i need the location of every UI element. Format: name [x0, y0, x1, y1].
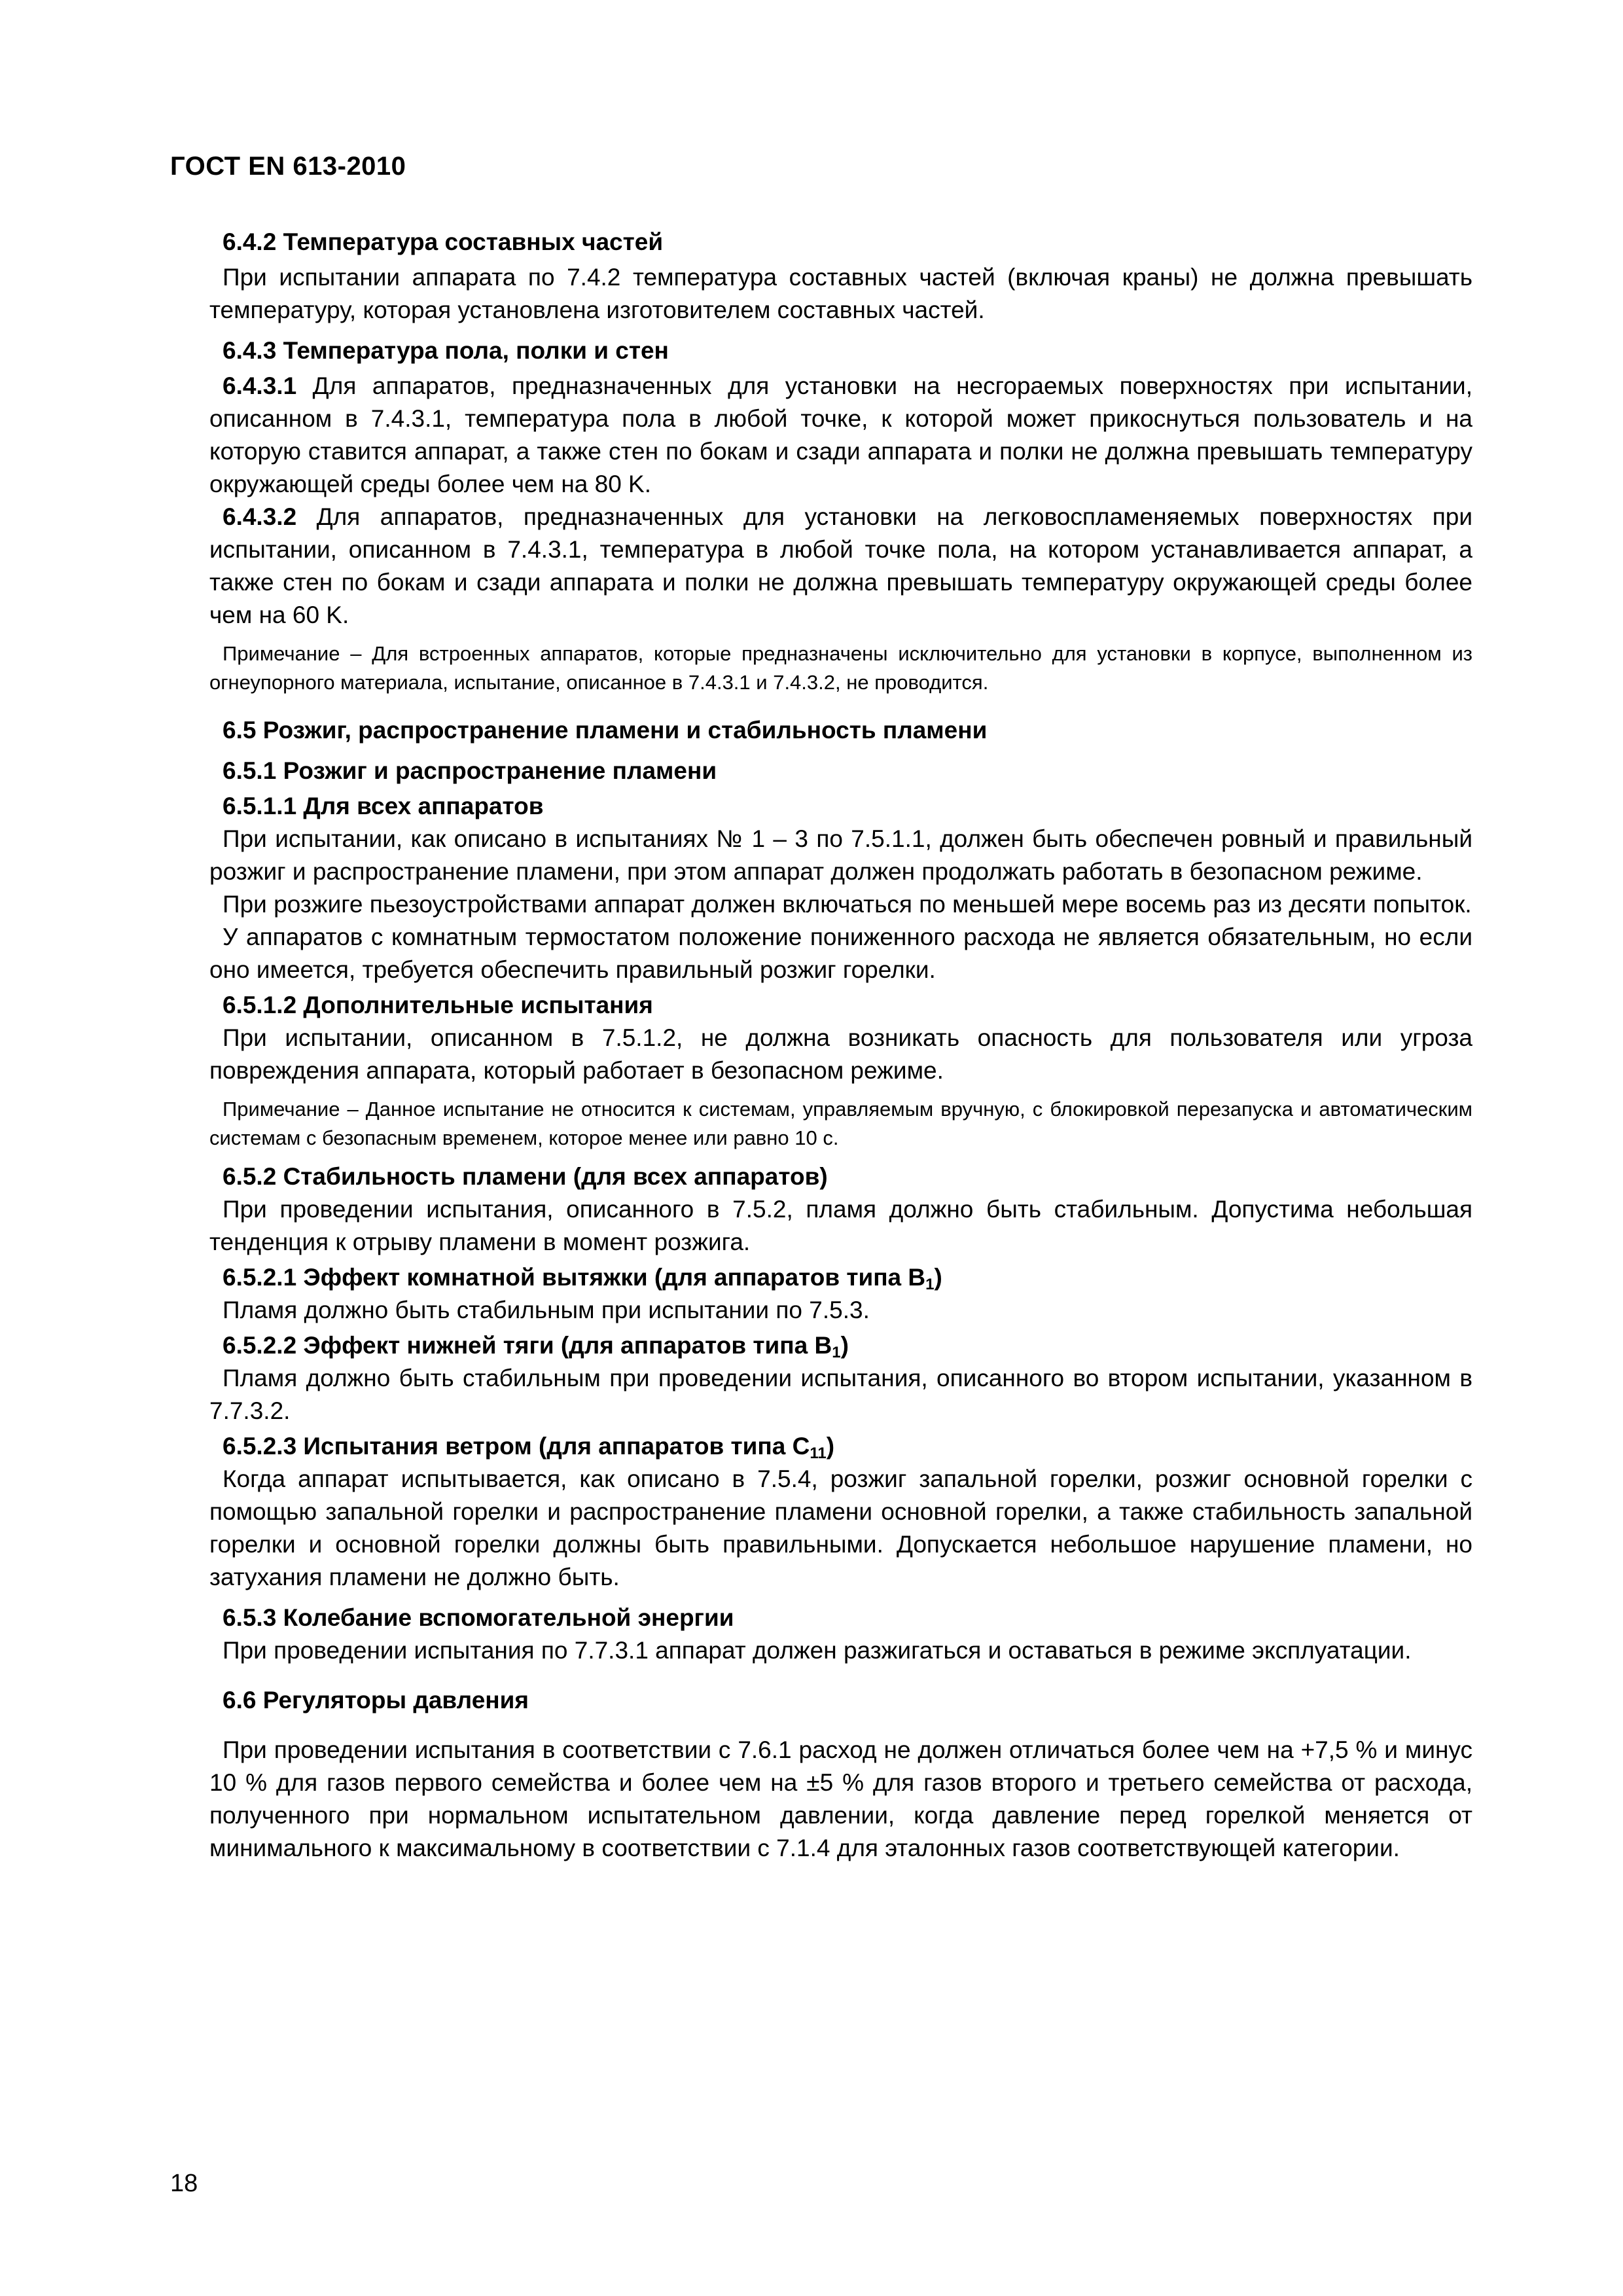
paragraph-6-5-1-1-b: При розжиге пьезоустройствами аппарат должен включаться по меньшей мере восемь раз из десяти попыток.: [223, 891, 1472, 918]
heading-6-5-2-1: [209, 1261, 1472, 1294]
clause-text-6-4-3-2: Для аппаратов, предназначенных для установки на легковоспламеняемых поверхностях при испытании, описанном в 7.4.3.1, температура в любой точке пола, на котором устанавливается аппарат, а также стен по бокам и сзади аппарата и полки не должна превышать температуру окружающей среды более чем на 60 K.: [209, 503, 1472, 628]
paragraph-6-5-1-1-a: При испытании, как описано в испытаниях № 1 – 3 по 7.5.1.1, должен быть обеспечен ровный и правильный розжиг и распространение пламени, при этом аппарат должен продолжать работать в безопасном режиме.: [209, 825, 1472, 885]
heading-6-5-2-3-subscript: 11: [810, 1444, 827, 1462]
heading-6-4-2: 6.4.2 Температура составных частей: [223, 228, 664, 255]
heading-6-5-2-2-subscript: 1: [832, 1344, 841, 1361]
paragraph-6-4-2: При испытании аппарата по 7.4.2 температура составных частей (включая краны) не должна превышать температуру, которая установлена изготовителем составных частей.: [209, 264, 1472, 323]
heading-6-4-3: 6.4.3 Температура пола, полки и стен: [223, 337, 669, 364]
note-6-4-3: Примечание – Для встроенных аппаратов, которые предназначены исключительно для установки в корпусе, выполненном из огнеупорного материала, испытание, описанное в 7.4.3.1 и 7.4.3.2, не проводится.: [209, 642, 1472, 694]
heading-6-5-2-1-tail: ): [934, 1264, 942, 1291]
heading-6-5-2-2: [209, 1329, 1472, 1362]
paragraph-6-4-3-2: [209, 501, 1472, 632]
heading-6-5-2-1-text: 6.5.2.1 Эффект комнатной вытяжки (для аппаратов типа B: [223, 1264, 926, 1291]
heading-6-5-1: 6.5.1 Розжиг и распространение пламени: [223, 757, 717, 784]
heading-6-5-1-2: 6.5.1.2 Дополнительные испытания: [223, 992, 653, 1018]
heading-6-5-1-1: 6.5.1.1 Для всех аппаратов: [223, 793, 544, 819]
page-number: 18: [170, 2170, 198, 2197]
heading-6-5-2-2-tail: ): [840, 1332, 849, 1359]
paragraph-6-6: При проведении испытания в соответствии с 7.6.1 расход не должен отличаться более чем на +7,5 % и минус 10 % для газов первого семейства и более чем на ±5 % для газов второго и третьего семейства от расхода, полученного при нормальном испытательном давлении, когда давление перед горелкой меняется от минимального к максимальному в соответствии с 7.1.4 для эталонных газов соответствующей категории.: [209, 1736, 1472, 1861]
document-header: ГОСТ EN 613-2010: [170, 152, 406, 181]
clause-text-6-4-3-1: Для аппаратов, предназначенных для установки на несгораемых поверхностях при испытании, описанном в 7.4.3.1, температура пола в любой точке, к которой может прикоснуться пользователь и на которую ставится аппарат, а также стен по бокам и сзади аппарата и полки не должна превышать температуру окружающей среды более чем на 80 K.: [209, 372, 1472, 497]
heading-6-5-2-3-text: 6.5.2.3 Испытания ветром (для аппаратов типа C: [223, 1433, 810, 1460]
clause-number-6-4-3-2: 6.4.3.2: [223, 503, 297, 530]
heading-6-5-2-3: [209, 1430, 1472, 1463]
paragraph-6-5-3: При проведении испытания по 7.7.3.1 аппарат должен разжигаться и оставаться в режиме эксплуатации.: [223, 1637, 1412, 1664]
paragraph-6-5-2-2: Пламя должно быть стабильным при проведении испытания, описанного во втором испытании, указанном в 7.7.3.2.: [209, 1365, 1472, 1424]
document-body: [209, 226, 1472, 1865]
heading-6-5: 6.5 Розжиг, распространение пламени и стабильность пламени: [223, 717, 988, 744]
paragraph-6-5-1-1-c: У аппаратов с комнатным термостатом положение пониженного расхода не является обязательным, но если оно имеется, требуется обеспечить правильный розжиг горелки.: [209, 924, 1472, 983]
paragraph-6-5-2-3: Когда аппарат испытывается, как описано в 7.5.4, розжиг запальной горелки, розжиг основной горелки с помощью запальной горелки и распространение пламени основной горелки, а также стабильность запальной горелки и основной горелки должны быть правильными. Допускается небольшое нарушение пламени, но затухания пламени не должно быть.: [209, 1465, 1472, 1590]
clause-number-6-4-3-1: 6.4.3.1: [223, 372, 297, 399]
heading-6-5-2-3-tail: ): [826, 1433, 835, 1460]
paragraph-6-5-2-1: Пламя должно быть стабильным при испытании по 7.5.3.: [223, 1297, 870, 1323]
paragraph-6-5-2: При проведении испытания, описанного в 7.5.2, пламя должно быть стабильным. Допустима небольшая тенденция к отрыву пламени в момент розжига.: [209, 1196, 1472, 1255]
heading-6-5-2: 6.5.2 Стабильность пламени (для всех аппаратов): [223, 1163, 828, 1190]
heading-6-5-2-2-text: 6.5.2.2 Эффект нижней тяги (для аппаратов типа B: [223, 1332, 832, 1359]
paragraph-6-5-1-2: При испытании, описанном в 7.5.1.2, не должна возникать опасность для пользователя или угроза повреждения аппарата, который работает в безопасном режиме.: [209, 1024, 1472, 1084]
heading-6-6: 6.6 Регуляторы давления: [223, 1687, 529, 1713]
heading-6-5-2-1-subscript: 1: [925, 1276, 935, 1293]
paragraph-6-4-3-1: [209, 370, 1472, 501]
note-6-5-1-2: Примечание – Данное испытание не относится к системам, управляемым вручную, с блокировкой перезапуска и автоматическим системам с безопасным временем, которое менее или равно 10 с.: [209, 1098, 1472, 1149]
heading-6-5-3: 6.5.3 Колебание вспомогательной энергии: [223, 1604, 734, 1631]
